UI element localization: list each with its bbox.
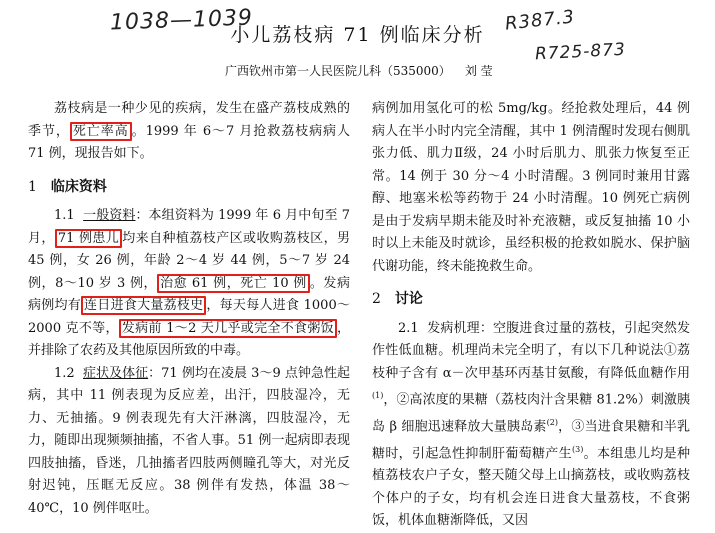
subsection-label: 发病机理 [427, 320, 480, 336]
right-column [372, 98, 690, 533]
subsection-number: 1.1 [54, 208, 75, 223]
section-title: 讨论 [394, 291, 423, 307]
intro-text-a: 荔枝病是一种少见的疾病，发生在盛产荔枝成熟的季节， [28, 101, 350, 139]
s11-text-c: 。发病病例均有 [28, 275, 350, 313]
section-heading-1 [28, 176, 350, 199]
reference-2: (2) [546, 417, 558, 427]
s11-text-a: ：本组资料为 1999 年 6 月中旬至 7 月， [28, 208, 351, 246]
affiliation-text: 广西钦州市第一人民医院儿科（535000） [225, 64, 451, 78]
treatment-paragraph: 病例加用氢化可的松 5mg/kg。经抢救处理后，44 例病人在半小时内完全清醒，其中 1 例清醒时发现右侧肌张力低、肌力Ⅱ级，24 小时后肌力、肌张力恢复至正常。14 例于 30 分～4 小时清醒。3 例同时兼用甘露醇、地塞米松等药物于 24 小时清醒。10 例死亡病例是由于发病早期未能及时补充液糖，或反复抽搐 10 小时以上未能及时就诊，虽经积极的抢救如脱水、保护脑代谢功能，终未能挽救生命。 [372, 101, 690, 274]
highlight-71-cases: 71 例患儿 [55, 229, 122, 248]
section-number: 1 [28, 178, 37, 195]
reference-3: (3) [571, 444, 584, 454]
section-heading-2 [372, 288, 690, 311]
s21-text-c: ，③当进食果糖和半乳糖时，引起急性抑制肝葡萄糖产生 [372, 419, 690, 461]
author-name: 刘 莹 [464, 64, 493, 78]
s21-text-d: 。本组患儿均是种植荔枝农户子女，整天随父母上山摘荔枝，或收购荔枝个体户的子女，均有机会连日进食大量荔枝，不食粥饭，机体血糖渐降低，又因 [372, 445, 690, 529]
highlight-lychee-history: 连日进食大量荔枝史 [81, 296, 206, 315]
highlight-no-rice: 发病前 1～2 天几乎或完全不食粥饭 [119, 319, 337, 338]
subsection-number: 2.1 [398, 320, 419, 336]
reference-1: (1) [372, 391, 384, 400]
handwritten-page-numbers: 1038—1039 [109, 5, 254, 36]
s12-text: ：71 例均在凌晨 3～9 点钟急性起病，其中 11 例表现为反应差，出汗，四肢湿冷，无力、无抽搐。9 例表现先有大汗淋漓，四肢湿冷，无力，随即出现频频抽搐，不省人事。51 例一起病即表现四肢抽搐，昏迷，几抽搐者四肢两侧瞳孔等大，对光反射迟钝，压眶无反应。38 例伴有发热，体温 38～40℃，10 例伴呕吐。 [28, 365, 350, 516]
subsection-label: 症状及体征 [83, 365, 149, 381]
section-title: 临床资料 [50, 178, 107, 195]
intro-paragraph [28, 98, 350, 166]
handwritten-classification-mark: R387.3 [504, 6, 576, 35]
s21-text-a: ：空腹进食过量的荔枝，引起突然发作性低血糖。机理尚未完全明了，有以下几种说法①荔枝种子含有 α－次甲基环丙基甘氨酸，有降低血糖作用 [372, 320, 690, 381]
intro-text-b: 。1999 年 6～7 月抢救荔枝病病人 71 例，现报告如下。 [28, 123, 350, 161]
s11-text-b: 均来自种植荔枝产区或收购荔枝区，男 45 例，女 26 例，年龄 2～4 岁 44 例，5～7 岁 24 例，8～10 岁 3 例， [28, 230, 350, 291]
section-1-2-paragraph [28, 363, 350, 521]
highlight-outcomes: 治愈 61 例，死亡 10 例 [157, 274, 310, 293]
author-affiliation [225, 62, 493, 79]
section-number: 2 [372, 291, 381, 307]
s21-text-b: ，②高浓度的果糖（荔枝肉汁含果糖 81.2%）刺激胰岛 β 细胞迅速释放大量胰岛素 [372, 392, 690, 435]
left-column [28, 98, 350, 520]
s11-text-e: ，并排除了农药及其他原因所致的中毒。 [28, 320, 350, 358]
section-2-1-paragraph [372, 318, 690, 533]
section-1-1-paragraph [28, 205, 350, 363]
highlight-mortality: 死亡率高 [70, 122, 132, 141]
subsection-number: 1.2 [54, 365, 75, 381]
subsection-label: 一般资料 [83, 208, 136, 223]
handwritten-classification-mark-2: R725-873 [534, 39, 627, 65]
s11-text-d: ，每天每人进食 1000～2000 克不等， [28, 298, 350, 336]
article-title: 小儿荔枝病 71 例临床分析 [230, 24, 485, 46]
